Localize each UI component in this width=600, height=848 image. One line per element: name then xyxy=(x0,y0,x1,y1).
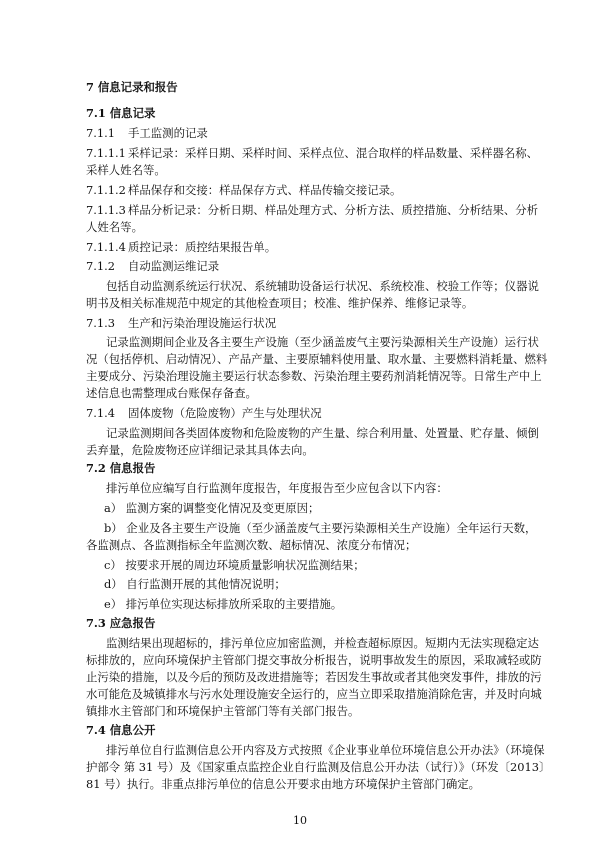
paragraph-line: 人姓名等。 xyxy=(86,220,143,234)
paragraph-line: 包括自动监测系统运行状况、系统辅助设备运行状况、系统校准、校验工作等；仪器说 xyxy=(106,279,539,293)
paragraph-line: 标排放的，应向环境保护主管部门提交事故分析报告，说明事故发生的原因，采取减轻或防 xyxy=(86,653,542,667)
section-number: 7.1.1.4 xyxy=(86,240,126,254)
paragraph-line: 述信息也需整理成台账保存备查。 xyxy=(86,386,257,400)
paragraph-line: 水可能危及城镇排水与污水处理设施安全运行的，应当立即采取措施消除危害，并及时向城 xyxy=(86,687,542,701)
paragraph-line: 监测结果出现超标的，排污单位应加密监测，并检查超标原因。短期内无法实现稳定达 xyxy=(106,636,539,650)
list-item: c） 按要求开展的周边环境质量影响状况监测结果； xyxy=(104,558,365,572)
section-7-heading: 7 信息记录和报告 xyxy=(86,80,178,94)
section-text: 采样记录：采样日期、采样时间、采样点位、混合取样的样品数量、采样器名称、 xyxy=(128,146,539,160)
section-7-1-1-4 xyxy=(86,240,518,254)
paragraph-line: 记录监测期间各类固体废物和危险废物的产生量、综合利用量、处置量、贮存量、倾倒 xyxy=(106,426,539,440)
section-7-1-4 xyxy=(86,406,518,420)
section-number: 7.1.4 xyxy=(86,406,115,420)
list-item: a） 监测方案的调整变化情况及变更原因； xyxy=(104,501,320,515)
paragraph-line: 止污染的措施，以及今后的预防及改进措施等；若因发生事故或者其他突发事件，排放的污 xyxy=(86,670,542,684)
section-text: 质控记录：质控结果报告单。 xyxy=(128,240,277,254)
section-number: 7.1.1.2 xyxy=(86,183,126,197)
section-number: 7.1.1 xyxy=(86,126,115,140)
paragraph-line: 排污单位自行监测信息公开内容及方式按照《企业事业单位环境信息公开办法》（环境保 xyxy=(106,743,545,757)
paragraph-line: 丢弃量，危险废物还应详细记录其具体去向。 xyxy=(86,443,314,457)
section-7-1-heading: 7.1 信息记录 xyxy=(86,106,156,120)
paragraph-line: 明书及相关标准规范中规定的其他检查项目；校准、维护保养、维修记录等。 xyxy=(86,296,474,310)
paragraph-line: 主要成分、污染治理设施主要运行状态参数、污染治理主要药剂消耗情况等。日常生产中上 xyxy=(86,369,542,383)
page-number: 10 xyxy=(293,814,307,827)
paragraph-line: 镇排水主管部门和环境保护主管部门等有关部门报告。 xyxy=(86,704,360,718)
section-7-1-1-1 xyxy=(86,146,539,160)
paragraph-line: 记录监测期间企业及各主要生产设施（至少涵盖废气主要污染源相关生产设施）运行状 xyxy=(106,335,539,349)
section-7-1-3 xyxy=(86,316,518,330)
section-7-4-heading: 7.4 信息公开 xyxy=(86,723,156,737)
section-number: 7.1.2 xyxy=(86,259,115,273)
list-item: b） 企业及各主要生产设施（至少涵盖废气主要污染源相关生产设施）全年运行天数， xyxy=(104,521,537,535)
section-7-1-1-2 xyxy=(86,183,518,197)
section-text: 手工监测的记录 xyxy=(128,126,208,140)
paragraph-line: 各监测点、各监测指标全年监测次数、超标情况、浓度分布情况； xyxy=(86,538,417,552)
paragraph-line: 况（包括停机、启动情况）、产品产量、主要原辅料使用量、取水量、主要燃料消耗量、燃料 xyxy=(86,352,548,366)
section-7-1-2 xyxy=(86,259,518,273)
paragraph-line: 81 号）执行。非重点排污单位的信息公开要求由地方环境保护主管部门确定。 xyxy=(86,777,481,791)
section-number: 7.1.1.3 xyxy=(86,203,126,217)
list-item: e） 排污单位实现达标排放所采取的主要措施。 xyxy=(104,597,343,611)
section-7-1-1 xyxy=(86,126,518,140)
section-text: 固体废物（危险废物）产生与处理状况 xyxy=(128,406,322,420)
section-text: 自动监测运维记录 xyxy=(128,259,220,273)
paragraph-line: 护部令 第 31 号）及《国家重点监控企业自行监测及信息公开办法（试行）》（环发〔2013〕 xyxy=(86,760,551,774)
section-7-1-1-3 xyxy=(86,203,539,217)
section-7-3-heading: 7.3 应急报告 xyxy=(86,616,156,630)
section-number: 7.1.3 xyxy=(86,316,115,330)
paragraph-line: 排污单位应编写自行监测年度报告，年度报告至少应包含以下内容： xyxy=(106,481,448,495)
section-7-2-heading: 7.2 信息报告 xyxy=(86,461,156,475)
section-number: 7.1.1.1 xyxy=(86,146,126,160)
list-item: d） 自行监测开展的其他情况说明； xyxy=(104,577,286,591)
section-text: 样品分析记录：分析日期、样品处理方式、分析方法、质控措施、分析结果、分析 xyxy=(128,203,539,217)
section-text: 生产和污染治理设施运行状况 xyxy=(128,316,277,330)
section-text: 样品保存和交接：样品保存方式、样品传输交接记录。 xyxy=(128,183,402,197)
paragraph-line: 采样人姓名等。 xyxy=(86,163,166,177)
